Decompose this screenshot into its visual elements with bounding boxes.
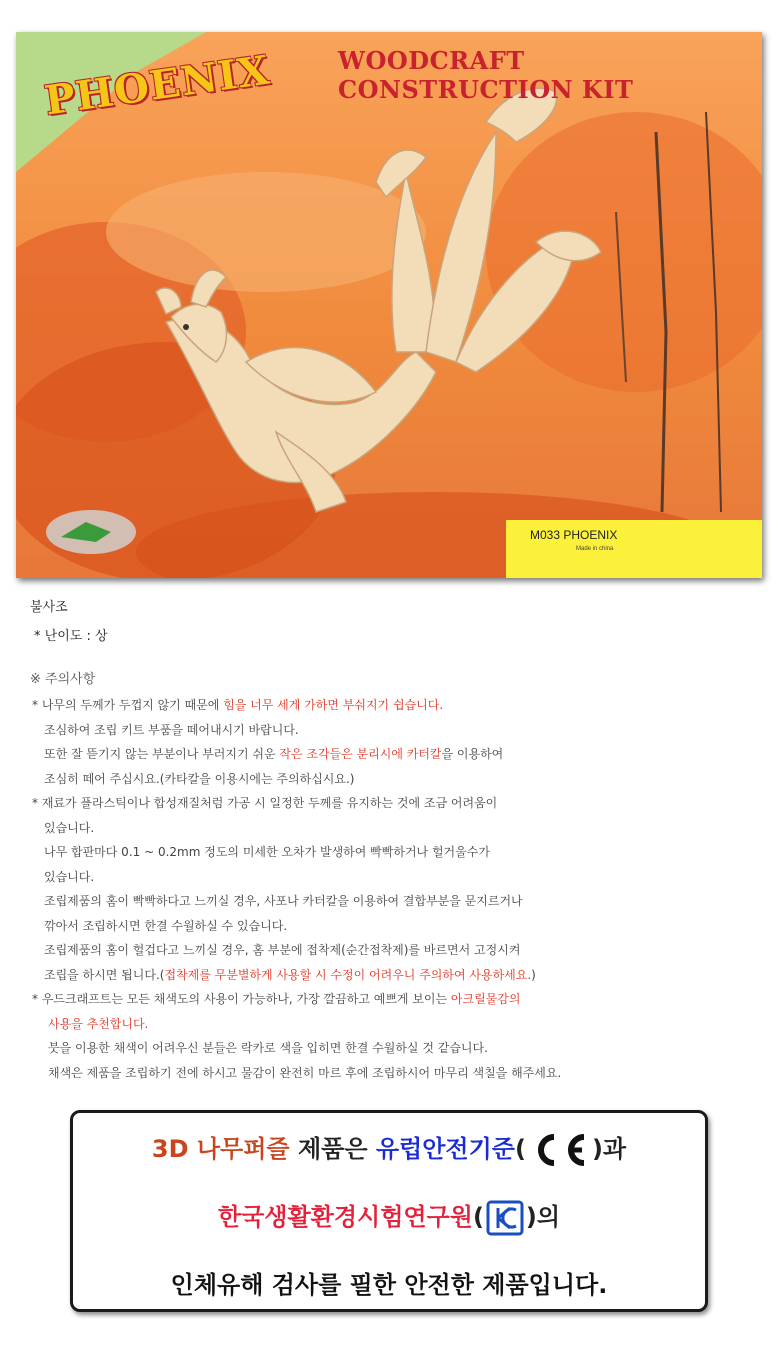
model-label-box bbox=[506, 520, 762, 578]
notice-line bbox=[48, 1064, 561, 1081]
notice-line bbox=[32, 990, 520, 1007]
paren-close-2: )의 bbox=[525, 1203, 561, 1231]
product-word: 제품은 bbox=[289, 1135, 376, 1163]
safety-row-1 bbox=[73, 1129, 705, 1167]
notice-line bbox=[48, 1039, 488, 1056]
product-hero-image bbox=[16, 32, 762, 578]
kc-mark-icon bbox=[486, 1200, 524, 1236]
notice-text: 있습니다. bbox=[44, 821, 95, 835]
phoenix-illustration bbox=[16, 32, 762, 578]
safety-row-2 bbox=[73, 1197, 705, 1236]
notice-heading: ※ 주의사항 bbox=[30, 672, 96, 687]
notice-text: 조립을 하시면 됩니다.( bbox=[44, 968, 165, 982]
kit-title: WOODCRAFT CONSTRUCTION KIT bbox=[338, 46, 634, 104]
notice-text: ) bbox=[531, 968, 536, 982]
phoenix-logo: PHOENIX bbox=[41, 46, 273, 125]
notice-line bbox=[32, 794, 497, 811]
notice-line bbox=[44, 745, 503, 762]
notice-line bbox=[44, 917, 287, 934]
notice-text: 나무 합판마다 0.1 ~ 0.2mm 정도의 미세한 오차가 발생하여 빡빡하거나 헐거울수가 bbox=[44, 845, 490, 859]
paren-close: )과 bbox=[591, 1135, 627, 1163]
notice-text: 채색은 제품을 조립하기 전에 하시고 물감이 완전히 마르 후에 조립하시어 마무리 색칠을 해주세요. bbox=[48, 1066, 562, 1080]
notice-text: * 재료가 플라스틱이나 합성재질처럼 가공 시 일정한 두께를 유지하는 것에 조금 어려움이 bbox=[32, 796, 498, 810]
paren-open: ( bbox=[514, 1135, 526, 1163]
notice-text: 붓을 이용한 채색이 어려우신 분들은 락카로 색을 입히면 한결 수월하실 것 같습니다. bbox=[48, 1041, 488, 1055]
difficulty-label: * 난이도 : 상 bbox=[34, 629, 108, 644]
notice-emphasis: 아크릴물감의 bbox=[450, 992, 521, 1006]
notice-line bbox=[44, 868, 94, 885]
notice-text: * 나무의 두께가 두껍지 않기 때문에 bbox=[32, 698, 224, 712]
eu-standard: 유럽안전기준 bbox=[375, 1135, 515, 1163]
notice-line bbox=[44, 966, 536, 983]
kcl-label: 한국생활환경시험연구원 bbox=[217, 1203, 473, 1231]
notice-text: 을 이용하여 bbox=[441, 747, 504, 761]
notice-emphasis: 접착제를 무분별하게 사용할 시 수정이 어려우니 주의하여 사용하세요. bbox=[164, 968, 532, 982]
made-in-label: Made in china bbox=[576, 546, 614, 552]
ce-mark-icon bbox=[528, 1133, 590, 1167]
notice-line bbox=[48, 1015, 148, 1032]
notice-text: 있습니다. bbox=[44, 870, 95, 884]
notice-text: * 우드크래프트는 모든 채색도의 사용이 가능하나, 가장 깔끔하고 예쁘게 보이는 bbox=[32, 992, 451, 1006]
notice-line bbox=[44, 819, 94, 836]
notice-line bbox=[32, 696, 443, 713]
notice-line bbox=[44, 721, 299, 738]
notice-emphasis: 작은 조각들은 분리시에 카터칼 bbox=[279, 747, 442, 761]
notice-line bbox=[44, 892, 523, 909]
notice-emphasis: 힘을 너무 세게 가하면 부숴지기 쉽습니다. bbox=[223, 698, 444, 712]
notice-emphasis: 사용을 추천합니다. bbox=[48, 1017, 149, 1031]
notice-text: 조심하여 조립 키트 부품을 떼어내시기 바랍니다. bbox=[44, 723, 299, 737]
puzzle-label: 3D 나무퍼즐 bbox=[151, 1135, 290, 1163]
safety-row-3: 인체유해 검사를 필한 안전한 제품입니다. bbox=[170, 1271, 608, 1299]
notice-line bbox=[44, 770, 354, 787]
notice-text: 또한 잘 뜯기지 않는 부분이나 부러지기 쉬운 bbox=[44, 747, 280, 761]
product-name: 불사조 bbox=[30, 600, 68, 615]
model-code: M033 PHOENIX bbox=[530, 528, 618, 542]
paren-open-2: ( bbox=[472, 1203, 484, 1231]
safety-certification-box bbox=[70, 1110, 708, 1312]
notice-text: 조립제품의 홈이 헐겁다고 느끼실 경우, 홈 부분에 접착제(순간접착제)를 바르면서 고정시켜 bbox=[44, 943, 521, 957]
notice-text: 조심히 떼어 주십시요.(카타칼을 이용시에는 주의하십시요.) bbox=[44, 772, 355, 786]
notice-line bbox=[44, 843, 490, 860]
notice-text: 조립제품의 홈이 빡빡하다고 느끼실 경우, 사포나 카터칼을 이용하여 결합부분을 문지르거나 bbox=[44, 894, 523, 908]
notice-line bbox=[44, 941, 520, 958]
notice-text: 깎아서 조립하시면 한결 수월하실 수 있습니다. bbox=[44, 919, 288, 933]
